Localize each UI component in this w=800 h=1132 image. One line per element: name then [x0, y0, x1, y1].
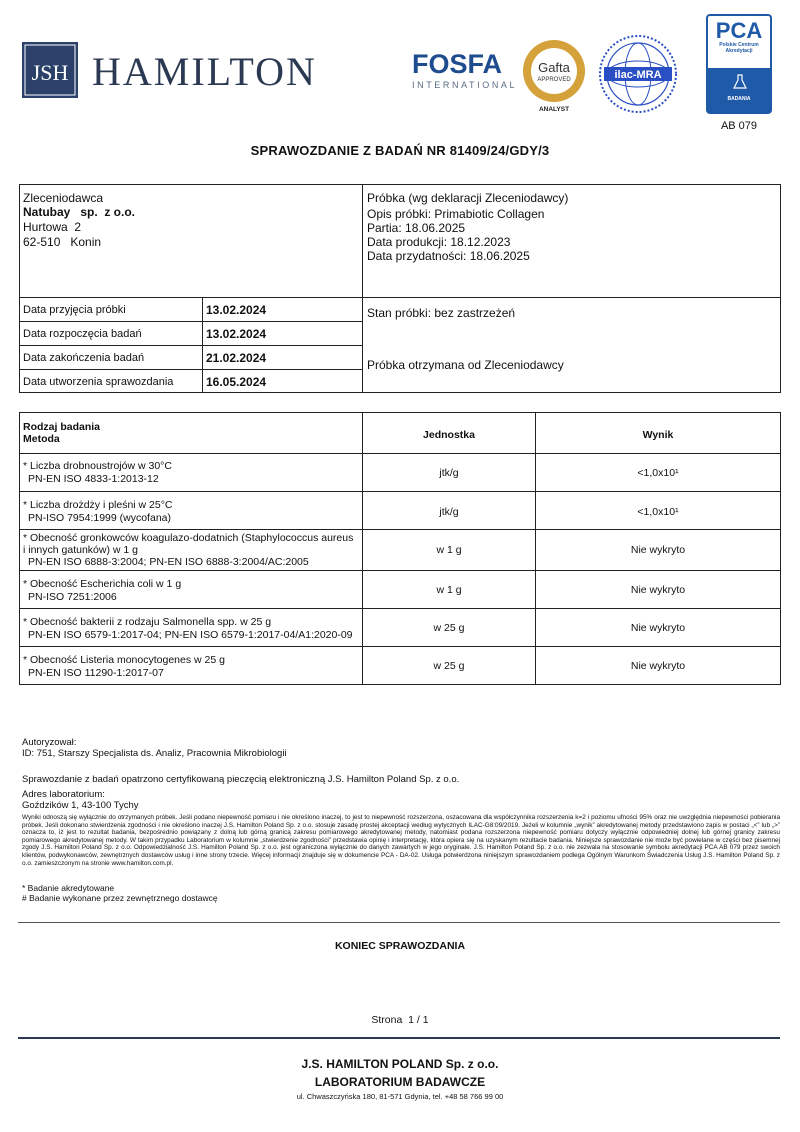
footer-lab: LABORATORIUM BADAWCZE — [314, 1075, 486, 1089]
footer-company: J.S. HAMILTON POLAND Sp. z o.o. — [301, 1057, 499, 1071]
client-name: Natubay sp. z o.o. — [23, 205, 136, 219]
divider — [18, 922, 780, 923]
pca-badania: BADANIA — [727, 96, 751, 102]
sample-batch: Partia: 18.06.2025 — [367, 221, 466, 235]
pca-badge — [706, 14, 772, 114]
signature-note: Sprawozdanie z badań opatrzono certyfikowaną pieczęcią elektroniczną J.S. Hamilton Poland Sp. z o.o. — [22, 774, 460, 785]
row-3-test: * Obecność gronkowców koagulazo-dodatnich (Staphylococcus aureus — [23, 532, 354, 544]
gafta-name: Gafta — [538, 60, 570, 75]
row-5-result: Nie wykryto — [630, 622, 686, 634]
brand-name: HAMILTON — [92, 49, 317, 94]
fosfa-name: FOSFA — [412, 49, 503, 79]
row-6-method: PN-EN ISO 11290-1:2017-07 — [28, 667, 164, 679]
disclaimer-text: Wyniki odnoszą się wyłącznie do otrzymanych próbek. Jeśli podano niepewność pomiaru i nie określono inaczej, to jest to niepewność rozszerzona, oszacowana dla współczynnika rozszerzenia k=2 i poziomu ufności 95% oraz nie uwzględnia niepewności pobierania próbek. Jeśli dokonano stwierdzenia zgodności i nie określono inaczej J.S. Hamilton Poland Sp. z o.o. stosuje zasadę prostej akceptacji według wytycznych ILAC-G8:09/2019. Jeżeli w kolumnie „wynik” akredytowanej metody przedstawiono zapis w postaci „<” lub „>” oznacza to, iż jest to rezultat badania, bezpośrednio powiązany z dolną lub górną granicą zakresu pomiarowego akredytowanej metody, natomiast podana rozszerzona niepewność pomiaru dotyczy wyłącznie odpowiedniej dolnej lub górnej granicy zakresu pomiarowego akredytowanej metody. W takim przypadku Laboratorium w kolumnie „stwierdzenie zgodności” przedstawia opinię i interpretację, która opiera się na uzyskanym rezultacie badania. Niniejsze sprawozdanie nie może być powielane w części bez pisemnej zgody J.S. Hamilton Poland Sp. z o.o. Odpowiedzialność J.S. Hamilton Poland Sp. z o.o. jest ograniczona wyłącznie do danych zawartych w jego oryginale. J.S. Hamilton Poland Sp. z o.o. nie zezwala na stosowanie symbolu akredytacji PCA AB 079 przez swoich klientów, podwykonawców, zewnętrznych dostawców usług i inne strony trzecie. Więcej informacji znajduje się w dokumencie PCA - DA-02. Usługa potwierdzona niniejszym sprawozdaniem podlega Ogólnym Warunkom Świadczenia Usług J.S. Hamilton Poland Sp. z o.o. zamieszczonym na stronie www.hamilton.com.pl. — [22, 814, 780, 867]
sample-description: Opis próbki: Primabiotic Collagen — [367, 207, 545, 221]
date-label-end: Data zakończenia badań — [23, 352, 145, 364]
row-4-unit: w 1 g — [436, 584, 462, 596]
row-3-result: Nie wykryto — [630, 544, 686, 556]
row-5-test: * Obecność bakterii z rodzaju Salmonella spp. w 25 g — [23, 616, 272, 628]
row-2-method: PN-ISO 7954:1999 (wycofana) — [28, 512, 171, 524]
report-end: KONIEC SPRAWOZDANIA — [334, 940, 466, 952]
col-header-result: Wynik — [642, 429, 674, 441]
sample-label: Próbka (wg deklaracji Zleceniodawcy) — [367, 191, 569, 205]
fosfa-logo — [412, 50, 516, 90]
authorized-by: ID: 751, Starszy Specjalista ds. Analiz, Pracownia Mikrobiologii — [22, 748, 287, 759]
col-header-method: Metoda — [23, 433, 60, 445]
authorized-label: Autoryzował: — [22, 737, 77, 748]
results-table — [19, 412, 781, 685]
ilac-name: ilac-MRA — [614, 69, 662, 81]
row-3-test-cont: i innych gatunków) w 1 g — [23, 544, 138, 556]
date-value-start: 13.02.2024 — [206, 327, 267, 341]
sample-expiry-date: Data przydatności: 18.06.2025 — [367, 249, 530, 263]
footer-address: ul. Chwaszczyńska 180, 81-571 Gdynia, tel. +48 58 766 99 00 — [296, 1092, 504, 1101]
date-value-received: 13.02.2024 — [206, 303, 267, 317]
lab-address-label: Adres laboratorium: — [22, 789, 105, 800]
client-city: 62-510 Konin — [23, 235, 102, 249]
ilac-logo — [598, 34, 678, 114]
row-1-test: * Liczba drobnoustrojów w 30°C — [23, 460, 172, 472]
sample-condition: Stan próbki: bez zastrzeżeń — [367, 306, 516, 320]
gafta-analyst: ANALYST — [538, 106, 570, 112]
pca-line2: Akredytacji — [725, 48, 753, 54]
accreditation-number: AB 079 — [720, 120, 758, 132]
external-note: # Badanie wykonane przez zewnętrznego dostawcę — [22, 893, 218, 903]
row-1-method: PN-EN ISO 4833-1:2013-12 — [28, 473, 159, 485]
pca-line1: Polskie Centrum — [719, 42, 759, 48]
date-label-start: Data rozpoczęcia badań — [23, 328, 142, 340]
col-header-unit: Jednostka — [423, 429, 475, 441]
client-street: Hurtowa 2 — [23, 220, 82, 234]
lab-address: Goździków 1, 43-100 Tychy — [22, 800, 139, 811]
col-header-test: Rodzaj badania — [23, 421, 101, 433]
gafta-logo — [520, 38, 588, 112]
company-logo — [22, 42, 78, 98]
report-title: SPRAWOZDANIE Z BADAŃ NR 81409/24/GDY/3 — [250, 143, 550, 158]
accredited-note: * Badanie akredytowane — [22, 883, 115, 893]
page-number: Strona 1 / 1 — [371, 1014, 429, 1026]
pca-name: PCA — [715, 18, 763, 43]
flask-icon — [733, 74, 747, 95]
gafta-approved: APPROVED — [537, 77, 571, 83]
row-2-unit: jtk/g — [439, 506, 459, 518]
row-4-result: Nie wykryto — [630, 584, 686, 596]
row-5-method: PN-EN ISO 6579-1:2017-04; PN-EN ISO 6579-1:2017-04/A1:2020-09 — [28, 629, 353, 641]
row-6-unit: w 25 g — [433, 660, 465, 672]
date-value-end: 21.02.2024 — [206, 351, 267, 365]
row-2-result: <1,0x10¹ — [637, 506, 679, 518]
row-4-method: PN-ISO 7251:2006 — [28, 591, 117, 603]
row-6-result: Nie wykryto — [630, 660, 686, 672]
footer-divider — [18, 1037, 780, 1039]
fosfa-subtitle: INTERNATIONAL — [412, 80, 518, 90]
client-label: Zleceniodawca — [23, 191, 104, 205]
sample-received-from: Próbka otrzymana od Zleceniodawcy — [367, 358, 564, 372]
date-label-received: Data przyjęcia próbki — [23, 304, 126, 316]
row-4-test: * Obecność Escherichia coli w 1 g — [23, 578, 182, 590]
row-1-result: <1,0x10¹ — [637, 467, 679, 479]
date-value-report: 16.05.2024 — [206, 375, 267, 389]
sample-production-date: Data produkcji: 18.12.2023 — [367, 235, 511, 249]
row-5-unit: w 25 g — [433, 622, 465, 634]
row-1-unit: jtk/g — [439, 467, 459, 479]
row-3-method: PN-EN ISO 6888-3:2004; PN-EN ISO 6888-3:2004/AC:2005 — [28, 556, 309, 568]
row-6-test: * Obecność Listeria monocytogenes w 25 g — [23, 654, 225, 666]
info-table — [19, 184, 781, 393]
logo-monogram: JSH — [31, 60, 69, 85]
row-2-test: * Liczba drożdży i pleśni w 25°C — [23, 499, 173, 511]
date-label-report: Data utworzenia sprawozdania — [23, 376, 174, 388]
row-3-unit: w 1 g — [436, 544, 462, 556]
